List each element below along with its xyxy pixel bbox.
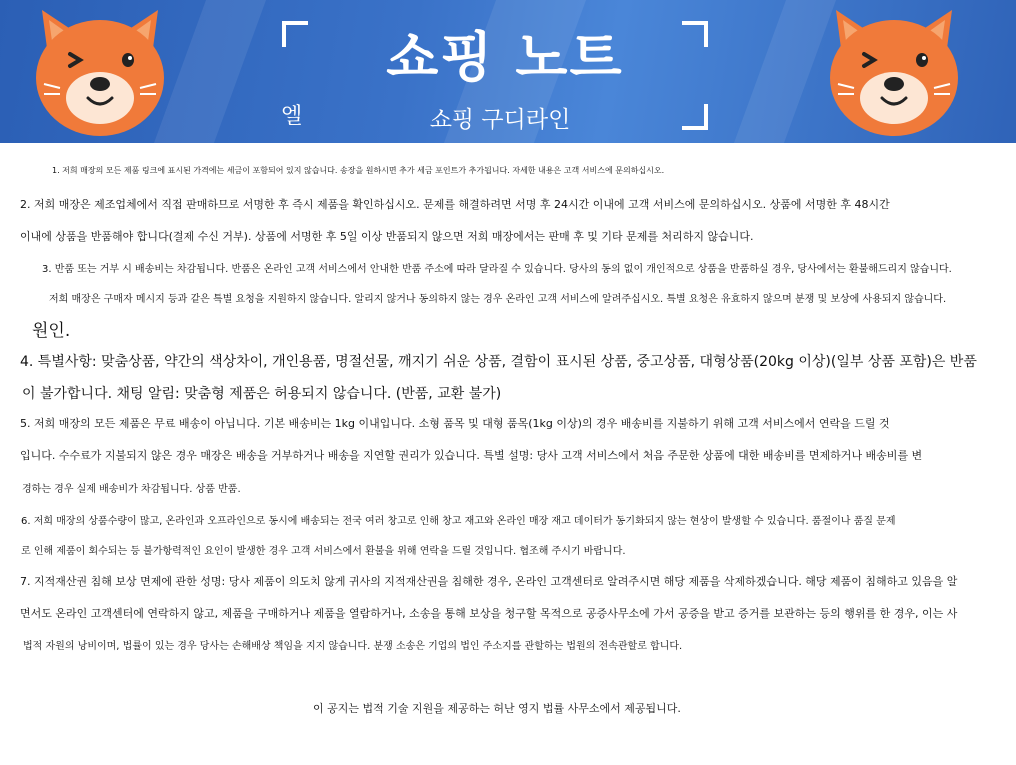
notice-line: 4. 특별사항: 맞춤상품, 약간의 색상차이, 개인용품, 명절선물, 깨지기 쉬운 상품, 결함이 표시된 상품, 중고상품, 대형상품(20kg 이상)(일부 상품 포함)은 반품 xyxy=(20,354,977,370)
notice-line: 원인. xyxy=(32,321,71,341)
corner-bracket-icon xyxy=(282,21,308,47)
notice-line: 6. 저희 매장의 상품수량이 많고, 온라인과 오프라인으로 동시에 배송되는 전국 여러 창고로 인해 창고 재고와 온라인 매장 재고 데이터가 동기화되지 않는 현상이 발생할 수 있습니다. 품절이나 품질 문제 xyxy=(21,516,896,527)
notice-line: 법적 자원의 낭비이며, 법률이 있는 경우 당사는 손해배상 책임을 지지 않습니다. 분쟁 소송은 기업의 법인 주소지를 관할하는 법원의 전속관할로 합니다. xyxy=(23,641,683,652)
notice-footer: 이 공지는 법적 기술 지원을 제공하는 허난 영지 법률 사무소에서 제공됩니다. xyxy=(313,702,681,715)
notice-line: 로 인해 제품이 회수되는 등 불가항력적인 요인이 발생한 경우 고객 서비스에서 환불을 위해 연락을 드릴 것입니다. 협조해 주시기 바랍니다. xyxy=(21,546,626,557)
cat-mascot-icon xyxy=(826,4,962,140)
corner-bracket-icon xyxy=(682,21,708,47)
page-title: 쇼핑 노트 xyxy=(386,26,624,89)
notice-line: 1. 저희 매장의 모든 제품 링크에 표시된 가격에는 세금이 포함되어 있지 않습니다. 송장을 원하시면 추가 세금 포인트가 추가됩니다. 자세한 내용은 고객 서비스에 문의하십시오. xyxy=(52,166,665,175)
notice-line: 경하는 경우 실제 배송비가 차감됩니다. 상품 반품. xyxy=(22,484,241,495)
notice-line: 3. 반품 또는 거부 시 배송비는 차감됩니다. 반품은 온라인 고객 서비스에서 안내한 반품 주소에 따라 달라질 수 있습니다. 당사의 동의 없이 개인적으로 상품을 반품하실 경우, 당사에서는 환불해드리지 않습니다. xyxy=(42,264,952,275)
header-banner xyxy=(0,0,1016,143)
notice-line: 입니다. 수수료가 지불되지 않은 경우 매장은 배송을 거부하거나 배송을 지연할 권리가 있습니다. 특별 설명: 당사 고객 서비스에서 처음 주문한 상품에 대한 배송비를 면제하거나 배송비를 변 xyxy=(20,449,923,462)
notice-line: 7. 지적재산권 침해 보상 면제에 관한 성명: 당사 제품이 의도치 않게 귀사의 지적재산권을 침해한 경우, 온라인 고객센터로 알려주시면 해당 제품을 삭제하겠습니다. 해당 제품이 침해하고 있음을 알 xyxy=(20,575,958,588)
title-prefix: 엘 xyxy=(281,104,303,129)
notice-line: 저희 매장은 구매자 메시지 등과 같은 특별 요청을 지원하지 않습니다. 알리지 않거나 동의하지 않는 경우 온라인 고객 서비스에 알려주십시오. 특별 요청은 유효하지 않으며 분쟁 및 보상에 사용되지 않습니다. xyxy=(49,294,947,305)
notice-line: 면서도 온라인 고객센터에 연락하지 않고, 제품을 구매하거나 제품을 열람하거나, 소송을 통해 보상을 청구할 목적으로 공증사무소에 가서 공증을 받고 증거를 보관하는 등의 행위를 한 경우, 이는 사 xyxy=(20,607,958,620)
notice-line: 5. 저희 매장의 모든 제품은 무료 배송이 아닙니다. 기본 배송비는 1kg 이내입니다. 소형 품목 및 대형 품목(1kg 이상)의 경우 배송비를 지불하기 위해 고객 서비스에서 연락을 드릴 것 xyxy=(20,417,890,430)
notice-line: 이내에 상품을 반품해야 합니다(결제 수신 거부). 상품에 서명한 후 5일 이상 반품되지 않으면 저희 매장에서는 판매 후 및 기타 문제를 처리하지 않습니다. xyxy=(20,230,754,243)
cat-mascot-icon xyxy=(32,4,168,140)
page-subtitle: 쇼핑 구디라인 xyxy=(429,107,571,133)
notice-line: 2. 저희 매장은 제조업체에서 직접 판매하므로 서명한 후 즉시 제품을 확인하십시오. 문제를 해결하려면 서명 후 24시간 이내에 고객 서비스에 문의하십시오. 상품에 서명한 후 48시간 xyxy=(20,198,890,211)
corner-bracket-icon xyxy=(682,104,708,130)
notice-line: 이 불가합니다. 채팅 알림: 맞춤형 제품은 허용되지 않습니다. (반품, 교환 불가) xyxy=(22,386,502,402)
